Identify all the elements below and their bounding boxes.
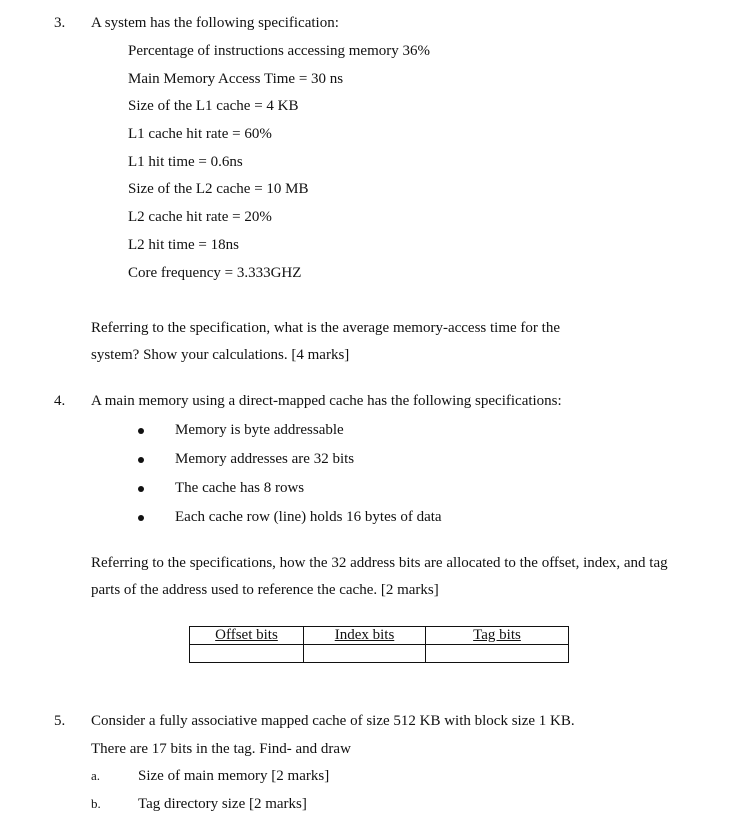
tag-bits-cell[interactable] [426, 645, 569, 663]
question-4-intro: A main memory using a direct-mapped cache has the following specifications: [91, 393, 562, 409]
part-b-text: Tag directory size [2 marks] [138, 796, 307, 812]
bullet-cache-rows: The cache has 8 rows [175, 480, 305, 496]
question-3-text-line-1: Referring to the specification, what is the average memory-access time for the [91, 320, 560, 336]
spec-l1-hit-rate: L1 cache hit rate = 60% [128, 126, 272, 142]
bullet-icon [138, 515, 144, 521]
question-5-text-line-1: Consider a fully associative mapped cache of size 512 KB with block size 1 KB. [91, 713, 575, 729]
bullet-icon [138, 486, 144, 492]
spec-memory-percentage: Percentage of instructions accessing memory 36% [128, 43, 430, 59]
question-3-number: 3. [54, 15, 66, 31]
index-bits-header: Index bits [304, 627, 426, 645]
question-5-text-line-2: There are 17 bits in the tag. Find- and draw [91, 741, 351, 757]
address-bits-table [189, 626, 569, 663]
part-b-label: b. [91, 796, 101, 811]
table-header-row [190, 627, 569, 645]
spec-main-memory-access-time: Main Memory Access Time = 30 ns [128, 71, 344, 87]
bullet-byte-addressable: Memory is byte addressable [175, 422, 344, 438]
table-answer-row [190, 645, 569, 663]
question-4-text-line-2: parts of the address used to reference the cache. [2 marks] [91, 582, 439, 598]
bullet-icon [138, 428, 144, 434]
spec-l2-hit-time: L2 hit time = 18ns [128, 237, 239, 253]
spec-l2-size: Size of the L2 cache = 10 MB [128, 181, 309, 197]
part-a-label: a. [91, 768, 101, 783]
question-5-number: 5. [54, 713, 66, 729]
bullet-row-bytes: Each cache row (line) holds 16 bytes of data [175, 509, 442, 525]
offset-bits-cell[interactable] [190, 645, 304, 663]
spec-l1-size: Size of the L1 cache = 4 KB [128, 98, 299, 114]
question-4-number: 4. [54, 393, 66, 409]
spec-core-frequency: Core frequency = 3.333GHZ [128, 265, 302, 281]
spec-l1-hit-time: L1 hit time = 0.6ns [128, 154, 243, 170]
bullet-icon [138, 457, 144, 463]
question-4-text-line-1: Referring to the specifications, how the 32 address bits are allocated to the offset, index, and tag [91, 555, 668, 571]
question-3-intro: A system has the following specification: [91, 15, 339, 31]
part-a-text: Size of main memory [2 marks] [138, 768, 330, 784]
offset-bits-header: Offset bits [190, 627, 304, 645]
bullet-address-bits: Memory addresses are 32 bits [175, 451, 355, 467]
index-bits-cell[interactable] [304, 645, 426, 663]
spec-l2-hit-rate: L2 cache hit rate = 20% [128, 209, 272, 225]
question-3-text-line-2: system? Show your calculations. [4 marks] [91, 347, 350, 363]
tag-bits-header: Tag bits [426, 627, 569, 645]
